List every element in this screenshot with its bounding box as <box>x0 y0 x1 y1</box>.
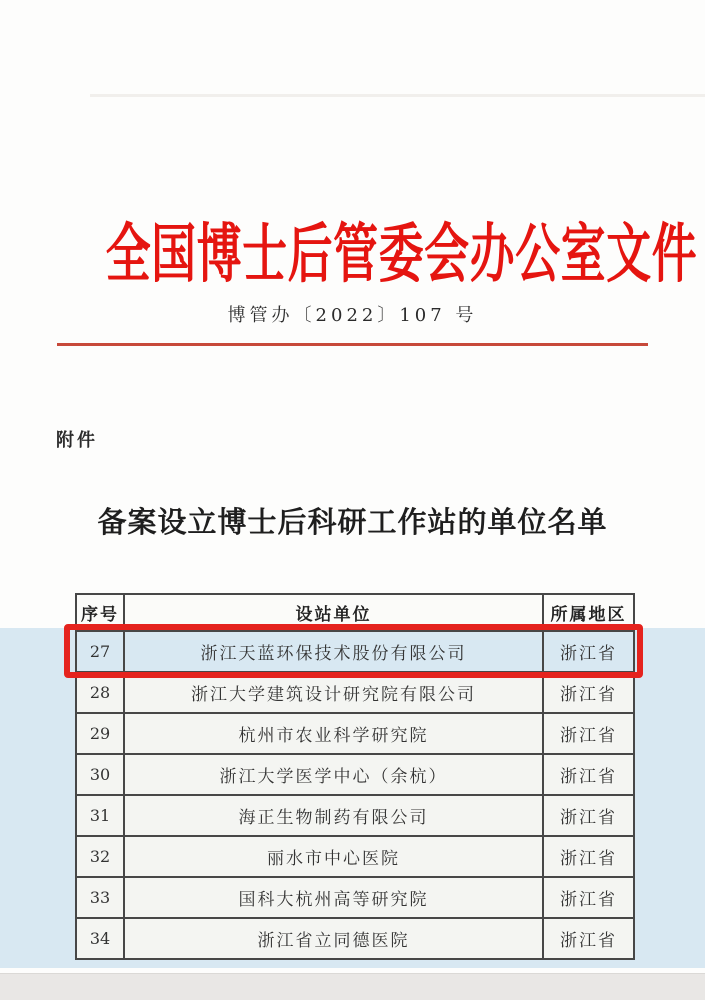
cell-no: 30 <box>76 754 124 795</box>
cell-unit: 丽水市中心医院 <box>124 836 543 877</box>
units-table <box>75 593 635 960</box>
table-row <box>76 672 634 713</box>
cell-region: 浙江省 <box>543 795 634 836</box>
table-row <box>76 795 634 836</box>
cell-region: 浙江省 <box>543 713 634 754</box>
column-header-region: 所属地区 <box>543 594 634 631</box>
header-row <box>76 594 634 631</box>
cell-region: 浙江省 <box>543 631 634 672</box>
scan-artifact <box>90 94 705 97</box>
cell-unit: 浙江省立同德医院 <box>124 918 543 959</box>
cell-unit: 浙江大学建筑设计研究院有限公司 <box>124 672 543 713</box>
document-number: 博管办〔2022〕107 号 <box>227 305 478 326</box>
cell-unit: 杭州市农业科学研究院 <box>124 713 543 754</box>
cell-no: 31 <box>76 795 124 836</box>
cell-no: 29 <box>76 713 124 754</box>
units-table-header <box>76 594 634 631</box>
column-header-no: 序号 <box>76 594 124 631</box>
column-header-unit: 设站单位 <box>124 594 543 631</box>
table-row <box>76 631 634 672</box>
table-row <box>76 754 634 795</box>
table-row <box>76 877 634 918</box>
scan-bottom-edge <box>0 973 705 1000</box>
cell-no: 32 <box>76 836 124 877</box>
table-title: 备案设立博士后科研工作站的单位名单 <box>97 505 608 539</box>
cell-unit: 浙江天蓝环保技术股份有限公司 <box>124 631 543 672</box>
attachment-label: 附件 <box>56 430 98 451</box>
cell-no: 27 <box>76 631 124 672</box>
table-row <box>76 836 634 877</box>
cell-region: 浙江省 <box>543 672 634 713</box>
cell-unit: 浙江大学医学中心（余杭） <box>124 754 543 795</box>
units-table-body <box>76 631 634 959</box>
document-title: 全国博士后管委会办公室文件 <box>105 216 698 292</box>
cell-unit: 国科大杭州高等研究院 <box>124 877 543 918</box>
cell-no: 33 <box>76 877 124 918</box>
cell-region: 浙江省 <box>543 877 634 918</box>
cell-region: 浙江省 <box>543 754 634 795</box>
cell-region: 浙江省 <box>543 836 634 877</box>
cell-region: 浙江省 <box>543 918 634 959</box>
cell-no: 34 <box>76 918 124 959</box>
cell-unit: 海正生物制药有限公司 <box>124 795 543 836</box>
cell-no: 28 <box>76 672 124 713</box>
table-row <box>76 918 634 959</box>
red-divider-line <box>57 343 648 346</box>
table-row <box>76 713 634 754</box>
